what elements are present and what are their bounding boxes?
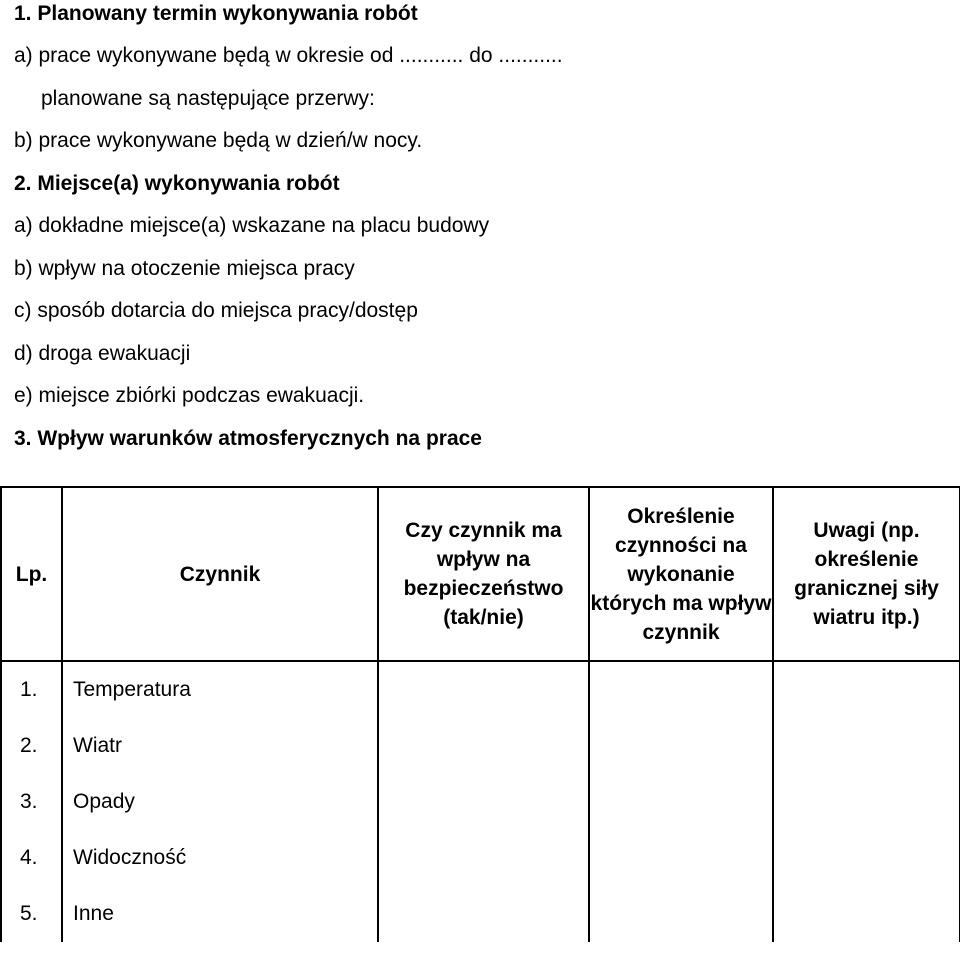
weather-factors-table — [0, 486, 960, 942]
section2-heading: 2. Miejsce(a) wykonywania robót — [14, 172, 340, 195]
table-row — [1, 830, 960, 886]
remarks-cell[interactable] — [773, 718, 960, 774]
header-safety-impact: Czy czynnik ma wpływ na bezpieczeństwo (tak/nie) — [378, 487, 589, 661]
section2-item-d: d) droga ewakuacji — [14, 342, 191, 365]
row-number: 2. — [1, 718, 62, 774]
remarks-cell[interactable] — [773, 661, 960, 718]
header-affected-activities: Określenie czynności na wykonanie których ma wpływ czynnik — [589, 487, 773, 661]
affected-activities-cell[interactable] — [589, 774, 773, 830]
affected-activities-cell[interactable] — [589, 718, 773, 774]
table-row — [1, 886, 960, 942]
remarks-cell[interactable] — [773, 830, 960, 886]
row-number: 4. — [1, 830, 62, 886]
safety-impact-cell[interactable] — [378, 830, 589, 886]
section1-heading: 1. Planowany termin wykonywania robót — [14, 2, 418, 25]
safety-impact-cell[interactable] — [378, 661, 589, 718]
row-factor: Wiatr — [62, 718, 378, 774]
table-row — [1, 718, 960, 774]
header-lp: Lp. — [1, 487, 62, 661]
table-row — [1, 774, 960, 830]
section2-item-c: c) sposób dotarcia do miejsca pracy/dostęp — [14, 299, 418, 322]
affected-activities-cell[interactable] — [589, 661, 773, 718]
safety-impact-cell[interactable] — [378, 718, 589, 774]
affected-activities-cell[interactable] — [589, 830, 773, 886]
row-number: 3. — [1, 774, 62, 830]
safety-impact-cell[interactable] — [378, 886, 589, 942]
section1-line-a: a) prace wykonywane będą w okresie od ........... do ........... — [14, 44, 563, 67]
row-number: 1. — [1, 661, 62, 718]
table-row — [1, 661, 960, 718]
table-header-row — [1, 487, 960, 661]
section2-item-a: a) dokładne miejsce(a) wskazane na placu budowy — [14, 214, 490, 237]
row-factor: Inne — [62, 886, 378, 942]
section3-heading: 3. Wpływ warunków atmosferycznych na prace — [14, 427, 482, 450]
safety-impact-cell[interactable] — [378, 774, 589, 830]
remarks-cell[interactable] — [773, 774, 960, 830]
section2-item-b: b) wpływ na otoczenie miejsca pracy — [14, 257, 355, 280]
row-factor: Temperatura — [62, 661, 378, 718]
row-factor: Widoczność — [62, 830, 378, 886]
remarks-cell[interactable] — [773, 886, 960, 942]
row-number: 5. — [1, 886, 62, 942]
affected-activities-cell[interactable] — [589, 886, 773, 942]
section2-item-e: e) miejsce zbiórki podczas ewakuacji. — [14, 384, 365, 407]
section1-line-a2: planowane są następujące przerwy: — [41, 87, 375, 110]
row-factor: Opady — [62, 774, 378, 830]
header-factor: Czynnik — [62, 487, 378, 661]
section1-line-b: b) prace wykonywane będą w dzień/w nocy. — [14, 129, 423, 152]
header-remarks: Uwagi (np. określenie granicznej siły wiatru itp.) — [773, 487, 960, 661]
